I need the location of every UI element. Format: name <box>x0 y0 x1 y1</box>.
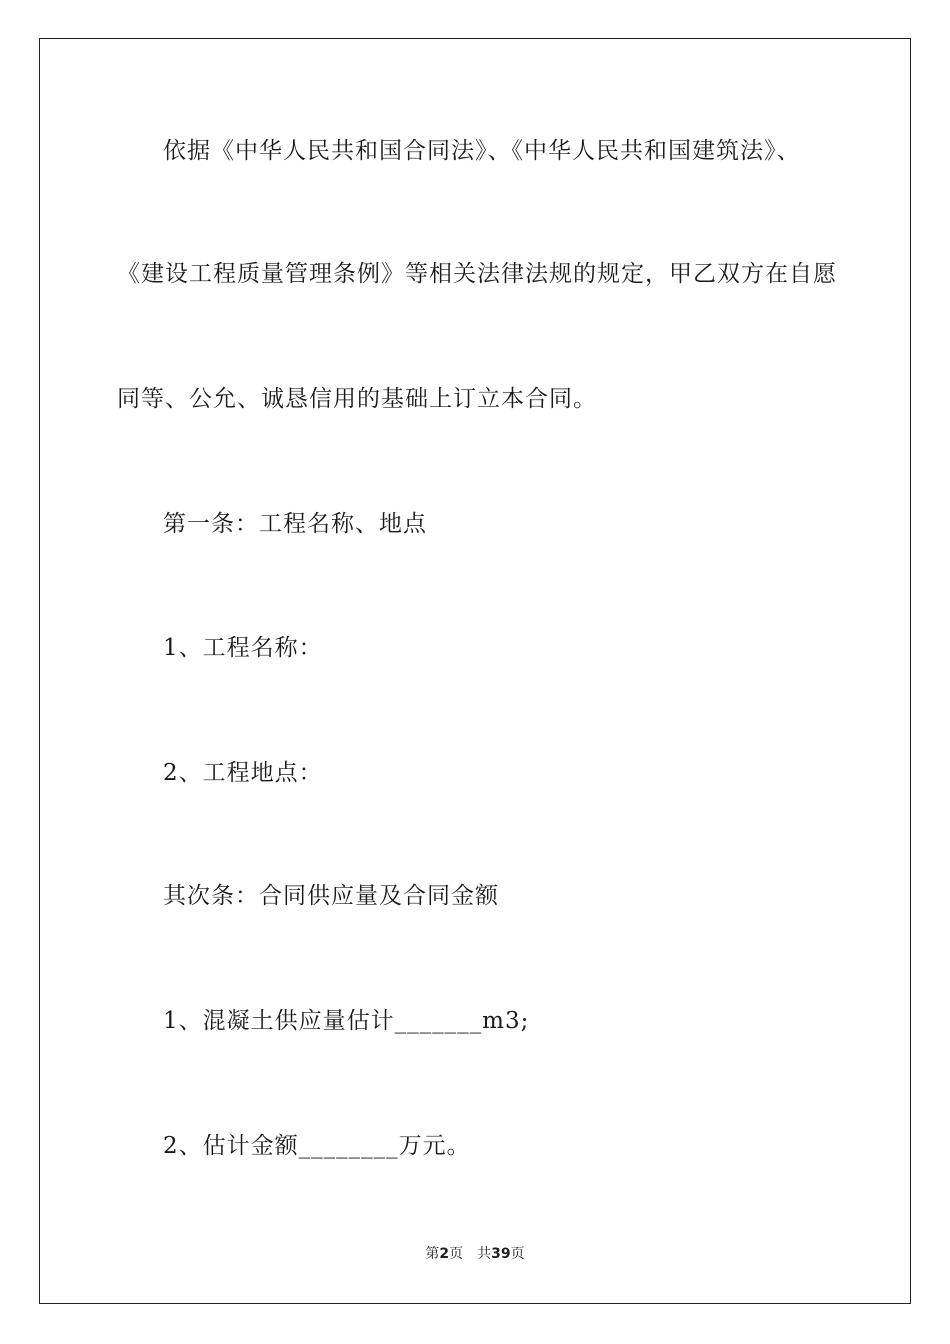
paragraph-line-2: 《建设工程质量管理条例》等相关法律法规的规定，甲乙双方在自愿 <box>117 261 837 287</box>
paragraph-line-3: 同等、公允、诚恳信用的基础上订立本合同。 <box>117 386 597 412</box>
estimated-amount-line: 2、估计金额________万元。 <box>163 1133 471 1159</box>
total-suffix: 页 <box>510 1246 525 1262</box>
paragraph-line-1: 依据《中华人民共和国合同法》、《中华人民共和国建筑法》、 <box>163 138 801 164</box>
total-page-count: 39 <box>491 1246 511 1262</box>
page-suffix: 页 <box>449 1246 464 1262</box>
project-name-line: 1、工程名称： <box>163 635 323 661</box>
project-location-line: 2、工程地点： <box>163 760 323 786</box>
total-prefix: 共 <box>477 1246 492 1262</box>
page-footer <box>0 1245 950 1263</box>
current-page-number: 2 <box>439 1246 450 1262</box>
supply-quantity-line: 1、混凝土供应量估计_______m3; <box>163 1008 530 1034</box>
page-prefix: 第 <box>425 1246 440 1262</box>
article-2-heading: 其次条：合同供应量及合同金额 <box>163 883 499 909</box>
page-border <box>39 38 911 1304</box>
article-1-heading: 第一条：工程名称、地点 <box>163 511 427 537</box>
